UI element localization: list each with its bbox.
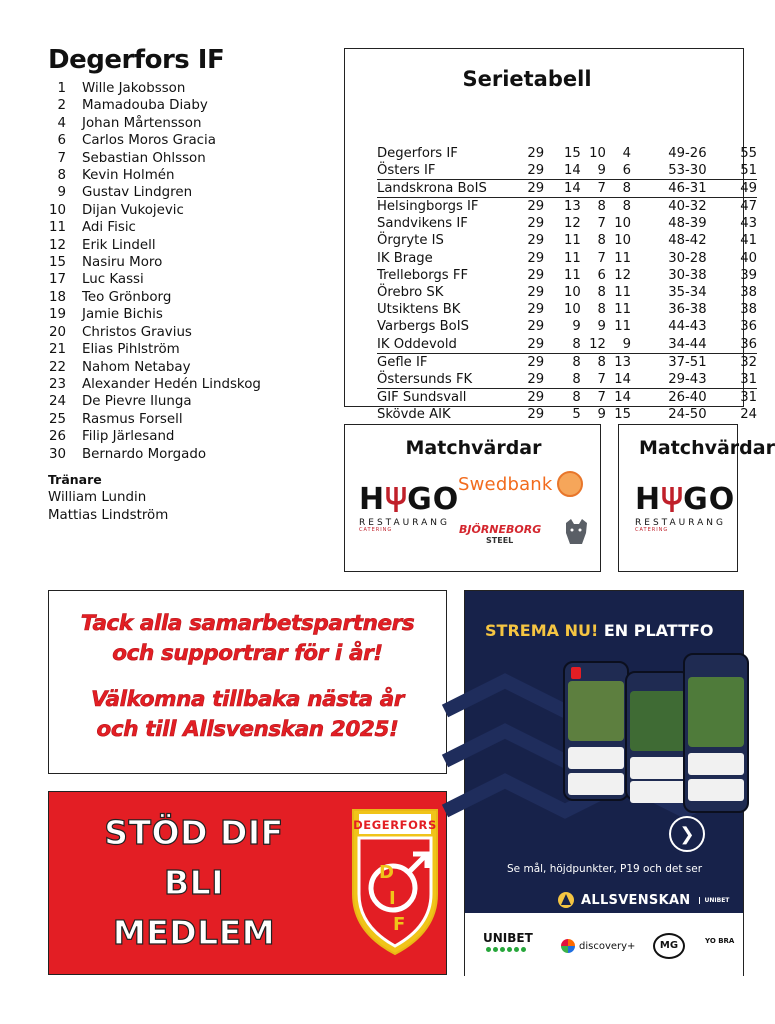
standings-cell-goals: 29-43 xyxy=(668,371,707,387)
coach-name: Mattias Lindström xyxy=(48,507,169,523)
standings-cell-team: Östersunds FK xyxy=(377,371,473,387)
standings-cell-w: 11 xyxy=(563,267,581,283)
standings-cell-goals: 53-30 xyxy=(668,163,707,179)
player-number: 2 xyxy=(57,98,66,114)
membership-text: STÖD DIF BLI MEDLEM xyxy=(104,813,284,952)
membership-banner[interactable] xyxy=(48,791,447,975)
standings-cell-l: 12 xyxy=(614,267,632,283)
standings-cell-pts: 31 xyxy=(707,388,757,406)
standings-cell-w: 8 xyxy=(572,336,581,352)
player-row xyxy=(48,376,333,393)
player-name: Carlos Moros Gracia xyxy=(82,133,216,149)
standings-cell-gp: 29 xyxy=(527,285,545,301)
player-number: 26 xyxy=(48,429,66,445)
player-name: Mamadouba Diaby xyxy=(82,98,208,114)
player-number: 30 xyxy=(48,446,66,462)
player-name: Luc Kassi xyxy=(82,272,144,288)
player-name: Sebastian Ohlsson xyxy=(82,150,206,166)
standings-cell-goals: 44-43 xyxy=(668,319,707,335)
player-number: 22 xyxy=(48,359,66,375)
standings-cell-gp: 29 xyxy=(527,163,545,179)
player-row xyxy=(48,132,333,149)
standings-cell-w: 11 xyxy=(563,233,581,249)
standings-cell-pts: 32 xyxy=(707,353,757,371)
unibet-logo: UNIBET xyxy=(483,931,533,952)
player-name: Johan Mårtensson xyxy=(82,115,202,131)
player-number: 11 xyxy=(48,220,66,236)
player-name: Alexander Hedén Lindskog xyxy=(82,376,261,392)
standings-cell-l: 8 xyxy=(606,180,631,198)
standings-cell-w: 12 xyxy=(563,216,581,232)
player-row xyxy=(48,97,333,114)
standings-cell-pts: 36 xyxy=(740,336,757,352)
thanks-line: och supportrar för i år! xyxy=(112,641,383,666)
standings-cell-team: IK Brage xyxy=(377,250,433,266)
svg-text:I: I xyxy=(389,888,396,909)
hugo-restaurang-logo: H GO RESTAURANG CATERING xyxy=(359,482,460,533)
standings-cell-l: 14 xyxy=(606,388,631,406)
match-hosts-title: Matchvärdar xyxy=(405,437,542,459)
standings-cell-goals: 40-32 xyxy=(631,198,707,216)
standings-cell-l: 8 xyxy=(606,198,631,216)
player-row xyxy=(48,202,333,219)
standings-cell-pts: 47 xyxy=(707,198,757,216)
discovery-icon xyxy=(561,939,575,953)
standings-cell-d: 7 xyxy=(597,250,606,266)
standings-cell-pts: 39 xyxy=(740,267,757,283)
standings-cell-pts: 38 xyxy=(740,285,757,301)
standings-cell-d: 7 xyxy=(581,180,606,198)
standings-row xyxy=(377,162,757,180)
standings-cell-d: 8 xyxy=(581,353,606,371)
standings-cell-team: GIF Sundsvall xyxy=(377,388,524,406)
standings-cell-pts: 49 xyxy=(707,180,757,198)
standings-row xyxy=(377,406,757,423)
play-icon[interactable]: ❯ xyxy=(669,816,705,852)
standings-cell-team: Trelleborgs FF xyxy=(377,267,469,283)
player-name: Christos Gravius xyxy=(82,324,192,340)
player-number: 1 xyxy=(57,81,66,96)
standings-cell-goals: 24-50 xyxy=(668,406,707,422)
standings-row xyxy=(377,318,757,335)
standings-row xyxy=(377,198,757,216)
allsvenskan-emblem-icon xyxy=(557,891,575,909)
standings-cell-pts: 31 xyxy=(740,371,757,387)
standings-cell-w: 14 xyxy=(544,180,581,198)
player-number: 15 xyxy=(48,255,66,271)
standings-cell-team: Helsingborgs IF xyxy=(377,198,524,216)
standings-row xyxy=(377,336,757,354)
player-number: 8 xyxy=(57,168,66,184)
player-number: 7 xyxy=(57,150,66,166)
standings-cell-d: 8 xyxy=(581,198,606,216)
standings-cell-l: 14 xyxy=(614,371,632,387)
player-row xyxy=(48,184,333,201)
youth-brand-logo: YO BRA xyxy=(705,937,735,945)
discovery-plus-logo: discovery+ xyxy=(561,939,635,953)
allsvenskan-logo: ALLSVENSKAN UNIBET xyxy=(557,891,729,909)
player-number: 17 xyxy=(48,272,66,288)
standings-row xyxy=(377,232,757,249)
standings-cell-gp: 29 xyxy=(527,371,545,387)
standings-cell-d: 9 xyxy=(597,406,606,422)
player-name: Elias Pihlström xyxy=(82,342,180,358)
player-name: Teo Grönborg xyxy=(82,289,172,305)
player-name: Filip Järlesand xyxy=(82,429,175,445)
player-name: Erik Lindell xyxy=(82,237,156,253)
standings-cell-goals: 30-38 xyxy=(668,267,707,283)
standings-cell-pts: 55 xyxy=(740,146,757,162)
standings-cell-team: Varbergs BoIS xyxy=(377,319,469,335)
player-number: 18 xyxy=(48,289,66,305)
standings-cell-l: 11 xyxy=(614,319,632,335)
player-row xyxy=(48,150,333,167)
squad-roster xyxy=(48,44,333,525)
standings-cell-team: Degerfors IF xyxy=(377,146,458,162)
thanks-message-box xyxy=(48,590,447,774)
player-name: Jamie Bichis xyxy=(82,307,163,323)
standings-cell-d: 9 xyxy=(597,319,606,335)
standings-cell-l: 4 xyxy=(622,146,632,162)
coaches-heading: Tränare xyxy=(48,471,102,487)
standings-cell-goals: 36-38 xyxy=(668,302,707,318)
standings-cell-l: 11 xyxy=(614,285,632,301)
player-number: 21 xyxy=(48,342,66,358)
ad-subline: Se mål, höjdpunkter, P19 och det ser xyxy=(507,863,703,875)
player-number: 20 xyxy=(48,324,66,340)
standings-cell-pts: 24 xyxy=(740,406,757,422)
player-row xyxy=(48,359,333,376)
standings-cell-w: 5 xyxy=(572,406,581,422)
standings-cell-pts: 40 xyxy=(740,250,757,266)
player-row xyxy=(48,306,333,323)
standings-cell-w: 10 xyxy=(563,285,581,301)
standings-cell-w: 10 xyxy=(563,302,581,318)
standings-cell-gp: 29 xyxy=(527,406,545,422)
bjorneborg-steel-logo: BJÖRNEBORG STEEL xyxy=(459,523,541,545)
standings-row xyxy=(377,145,757,162)
thanks-line: Tack alla samarbetspartners xyxy=(80,611,415,636)
standings-cell-gp: 29 xyxy=(527,250,545,266)
player-row xyxy=(48,80,333,97)
standings-row xyxy=(377,215,757,232)
standings-cell-l: 11 xyxy=(614,250,632,266)
standings-cell-d: 8 xyxy=(597,233,606,249)
phone-mockup xyxy=(563,661,629,801)
player-number: 10 xyxy=(48,202,66,218)
standings-cell-w: 14 xyxy=(563,163,581,179)
svg-text:D: D xyxy=(379,862,394,883)
standings-cell-l: 9 xyxy=(622,336,632,352)
standings-cell-d: 6 xyxy=(597,267,606,283)
standings-cell-team: Landskrona BoIS xyxy=(377,180,524,198)
standings-cell-goals: 37-51 xyxy=(631,353,707,371)
standings-cell-w: 13 xyxy=(544,198,581,216)
swedbank-logo: Swedbank xyxy=(458,471,583,497)
standings-cell-d: 7 xyxy=(597,371,606,387)
standings-cell-gp: 29 xyxy=(524,198,545,216)
standings-cell-d: 10 xyxy=(589,146,606,162)
allsvenskan-stream-ad[interactable] xyxy=(464,590,744,976)
standings-cell-d: 12 xyxy=(589,336,606,352)
standings-cell-team: Örebro SK xyxy=(377,285,444,301)
player-row xyxy=(48,341,333,358)
standings-cell-w: 8 xyxy=(544,388,581,406)
standings-cell-pts: 38 xyxy=(740,302,757,318)
player-name: Bernardo Morgado xyxy=(82,446,207,462)
standings-cell-team: IK Oddevold xyxy=(377,336,457,352)
standings-cell-gp: 29 xyxy=(527,319,545,335)
bear-icon xyxy=(562,517,590,547)
team-title: Degerfors IF xyxy=(48,45,225,75)
standings-cell-w: 11 xyxy=(563,250,581,266)
player-number: 4 xyxy=(57,115,66,131)
standings-cell-goals: 34-44 xyxy=(668,336,707,352)
standings-cell-goals: 35-34 xyxy=(668,285,707,301)
standings-table xyxy=(377,145,757,423)
standings-cell-goals: 49-26 xyxy=(668,146,707,162)
standings-cell-d: 7 xyxy=(581,388,606,406)
standings-cell-gp: 29 xyxy=(524,180,545,198)
standings-cell-l: 6 xyxy=(622,163,632,179)
player-number: 19 xyxy=(48,307,66,323)
standings-cell-gp: 29 xyxy=(527,233,545,249)
player-row xyxy=(48,289,333,306)
match-hosts-box-2 xyxy=(618,424,775,572)
standings-cell-gp: 29 xyxy=(527,216,545,232)
player-name: Rasmus Forsell xyxy=(82,411,183,427)
player-number: 25 xyxy=(48,411,66,427)
standings-cell-l: 15 xyxy=(614,406,632,422)
player-row xyxy=(48,237,333,254)
player-name: Wille Jakobsson xyxy=(82,81,186,96)
standings-cell-pts: 51 xyxy=(740,163,757,179)
standings-cell-gp: 29 xyxy=(527,302,545,318)
standings-cell-team: Örgryte IS xyxy=(377,233,444,249)
svg-text:DEGERFORS: DEGERFORS xyxy=(353,818,437,832)
standings-row xyxy=(377,284,757,301)
standings-cell-goals: 48-39 xyxy=(668,216,707,232)
player-row xyxy=(48,428,333,445)
standings-cell-pts: 36 xyxy=(740,319,757,335)
player-row xyxy=(48,393,333,410)
standings-cell-d: 8 xyxy=(597,285,606,301)
standings-cell-goals: 46-31 xyxy=(631,180,707,198)
standings-cell-gp: 29 xyxy=(527,336,545,352)
standings-cell-team: Östers IF xyxy=(377,163,436,179)
player-name: Adi Fisic xyxy=(82,220,136,236)
standings-cell-goals: 48-42 xyxy=(668,233,707,249)
standings-cell-gp: 29 xyxy=(524,388,545,406)
standings-cell-team: Gefle IF xyxy=(377,353,524,371)
standings-cell-team: Skövde AIK xyxy=(377,406,451,422)
player-list xyxy=(48,80,333,463)
standings-cell-d: 8 xyxy=(597,302,606,318)
player-row xyxy=(48,167,333,184)
swedbank-oak-icon xyxy=(557,471,583,497)
svg-text:F: F xyxy=(393,914,406,935)
standings-row xyxy=(377,267,757,284)
league-table xyxy=(344,48,757,422)
player-row xyxy=(48,411,333,428)
mg-logo: MG xyxy=(653,933,685,959)
player-name: Nahom Netabay xyxy=(82,359,191,375)
player-name: Nasiru Moro xyxy=(82,255,163,271)
player-row xyxy=(48,446,333,463)
player-number: 6 xyxy=(57,133,66,149)
standings-cell-gp: 29 xyxy=(524,353,545,371)
standings-row xyxy=(377,388,757,406)
league-table-title: Serietabell xyxy=(462,67,592,91)
standings-cell-goals: 30-28 xyxy=(668,250,707,266)
standings-cell-w: 8 xyxy=(572,371,581,387)
player-number: 24 xyxy=(48,394,66,410)
player-row xyxy=(48,324,333,341)
standings-cell-team: Utsiktens BK xyxy=(377,302,461,318)
hugo-restaurang-logo: H GO RESTAURANG CATERING xyxy=(635,482,736,533)
standings-cell-l: 10 xyxy=(614,233,632,249)
standings-cell-l: 11 xyxy=(614,302,632,318)
standings-cell-w: 9 xyxy=(572,319,581,335)
player-name: Gustav Lindgren xyxy=(82,185,193,201)
standings-cell-d: 7 xyxy=(597,216,606,232)
coach-name: William Lundin xyxy=(48,489,147,505)
welcome-line: och till Allsvenskan 2025! xyxy=(96,717,399,742)
player-number: 23 xyxy=(48,376,66,392)
player-number: 12 xyxy=(48,237,66,253)
standings-row xyxy=(377,250,757,267)
standings-cell-d: 9 xyxy=(597,163,606,179)
player-row xyxy=(48,219,333,236)
standings-cell-w: 8 xyxy=(544,353,581,371)
degerfors-crest-icon xyxy=(349,806,441,958)
standings-cell-pts: 41 xyxy=(740,233,757,249)
ad-hero xyxy=(465,591,743,913)
standings-cell-gp: 29 xyxy=(527,146,545,162)
standings-row xyxy=(377,353,757,371)
standings-cell-team: Sandvikens IF xyxy=(377,216,468,232)
standings-row xyxy=(377,301,757,318)
phone-mockup xyxy=(683,653,749,813)
player-number: 9 xyxy=(57,185,66,201)
standings-cell-l: 13 xyxy=(606,353,631,371)
match-hosts-box xyxy=(344,424,601,572)
player-name: De Pievre Ilunga xyxy=(82,394,192,410)
fork-icon xyxy=(385,485,407,513)
player-row xyxy=(48,115,333,132)
fork-icon xyxy=(661,485,683,513)
welcome-line: Välkomna tillbaka nästa år xyxy=(90,687,405,712)
standings-cell-pts: 43 xyxy=(740,216,757,232)
standings-cell-goals: 26-40 xyxy=(631,388,707,406)
standings-cell-l: 10 xyxy=(614,216,632,232)
ad-partner-strip xyxy=(465,913,743,977)
player-row xyxy=(48,254,333,271)
match-hosts-title-2: Matchvärdar xyxy=(639,437,775,459)
standings-row xyxy=(377,371,757,389)
player-name: Dijan Vukojevic xyxy=(82,202,184,218)
standings-cell-gp: 29 xyxy=(527,267,545,283)
phone-mockup xyxy=(625,671,691,801)
player-name: Kevin Holmén xyxy=(82,168,175,184)
standings-cell-w: 15 xyxy=(563,146,581,162)
standings-row xyxy=(377,180,757,198)
ad-headline: STREMA NU! EN PLATTFO xyxy=(485,621,714,640)
player-row xyxy=(48,271,333,288)
